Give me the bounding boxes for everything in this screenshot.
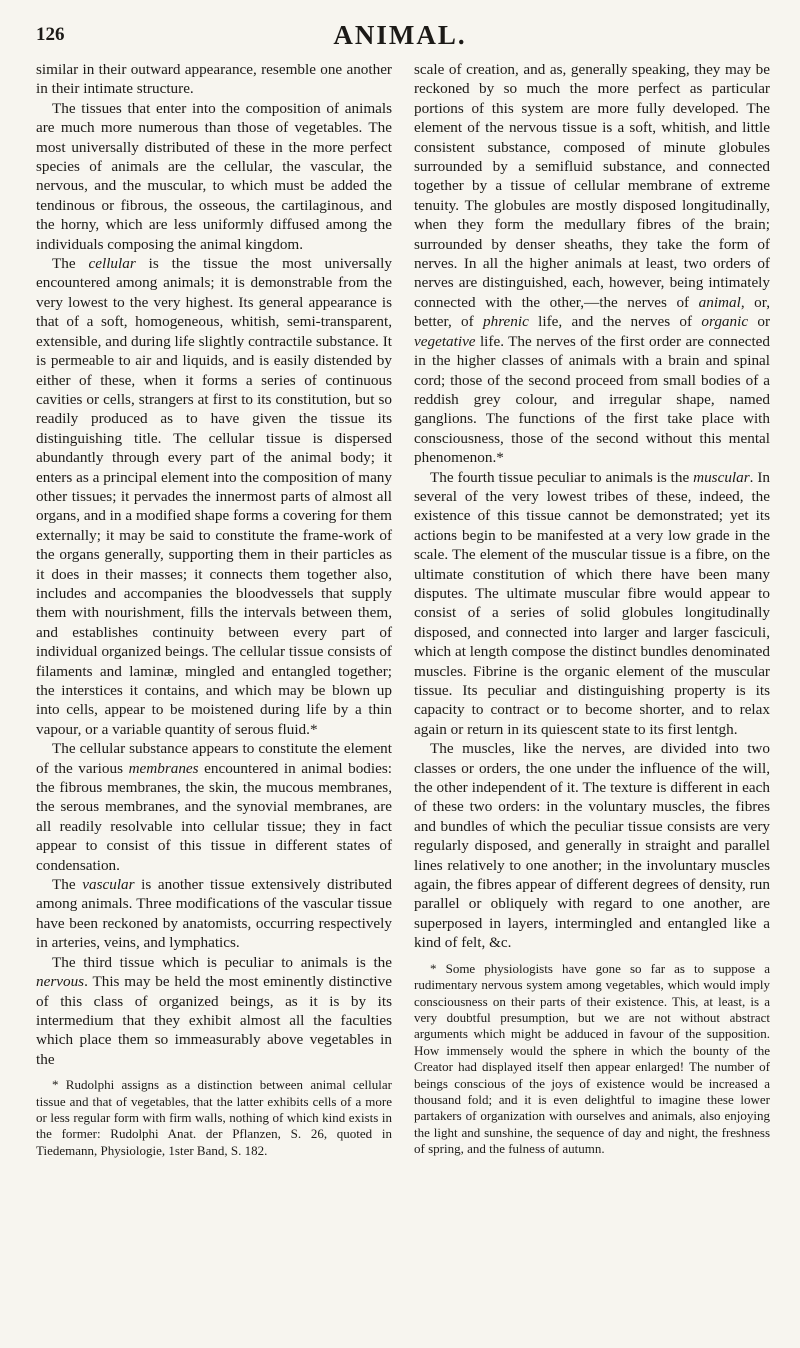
paragraph: similar in their outward appearance, resemble one another in their intimate structure. bbox=[36, 61, 392, 98]
emphasis: membranes bbox=[128, 759, 199, 777]
running-head: ANIMAL. bbox=[333, 20, 467, 50]
footnote-separator bbox=[414, 953, 770, 961]
left-column bbox=[36, 60, 392, 1159]
paragraph: The third tissue which is peculiar to animals is the nervous. This may be held the most eminently distinctive of this class of organized beings, as it is by its intermedium that they exhibit almost all the faculties which place them so immeasurably above vegetables in the bbox=[36, 953, 392, 1068]
paragraph: The vascular is another tissue extensively distributed among animals. Three modifications of the vascular tissue have been reckoned by anatomists, occurring respectively in arteries, veins, and lymphatics. bbox=[36, 876, 392, 952]
emphasis: cellular bbox=[88, 255, 136, 273]
emphasis: phrenic bbox=[483, 313, 529, 331]
paragraph: The muscles, like the nerves, are divided into two classes or orders, the one under the influence of the will, the other independent of it. The texture is different in each of these two orders: in the voluntary muscles, the fibres and bundles of which the peculiar tissue consists are very regularly disposed, and generally in straight and parallel lines relatively to one another; in the involuntary muscles again, the fibres appear of different degrees of density, run parallel or obliquely with regard to one another, are superposed in layers, intermingled and entangled like a kind of felt, &c. bbox=[414, 740, 770, 952]
emphasis: animal bbox=[698, 293, 741, 311]
emphasis: organic bbox=[701, 313, 749, 331]
footnote-separator bbox=[36, 1069, 392, 1077]
emphasis: vascular bbox=[82, 876, 135, 894]
emphasis: nervous bbox=[36, 973, 85, 991]
paragraph: scale of creation, and as, generally speaking, they may be reckoned by so much the more perfect as particular portions of this system are more fully developed. The element of the nervous tissue is a soft, whitish, and little consistent substance, composed of minute globules surrounded by a semifluid substance, and connected together by a tissue of cellular membrane of extreme tenuity. The globules are mostly disposed longitudinally, when they form the medullary fibres of the brain; surrounded by denser sheaths, they take the form of nerves. In all the higher animals at least, two orders of nerves are distinguished, each, however, being intimately connected with the other,—the nerves of animal, or, better, of phrenic life, and the nerves of organic or vegetative life. The nerves of the first order are connected in the higher classes of animals with a brain and spinal cord; those of the second proceed from small bodies of a reddish grey colour, and irregular shape, named ganglions. The functions of the first take place with consciousness, those of the second without this mental phenomenon.* bbox=[414, 61, 771, 467]
right-column bbox=[414, 60, 770, 1158]
footnote: * Rudolphi assigns as a distinction between animal cellular tissue and that of vegetables, that the latter exhibits cells of a more or less regular form with firm walls, nothing of which kind exists in the former: Rudolphi Anat. der Pflanzen, S. 26, quoted in Tiedemann, Physiologie, 1ster Band, S. 182. bbox=[36, 1077, 392, 1158]
paragraph: The cellular is the tissue the most universally encountered among animals; it is demonstrable from the very lowest to the very highest. Its general appearance is that of a soft, homogeneous, whitish, semi-transparent, extensible, and during life slightly contractile substance. It is permeable to air and liquids, and is easily distended by either of these, when it forms a series of continuous cavities or cells, strangers at first to its constitution, but so readily produced as to have given the tissue its distinguishing title. The cellular tissue is dispersed abundantly through every part of the animal body; it enters as a principal element into the composition of many other tissues; it pervades the innermost parts of almost all organs, and in a modified shape forms a covering for them externally; it may be said to constitute the frame-work of the organs generally, supporting them in their particles as it does in their masses; it connects them together also, includes and accompanies the bloodvessels that supply them with nourishment, fills the intervals between them, and establishes continuity between every part of individual organized beings. The cellular tissue consists of filaments and laminæ, mingled and entangled together; the interstices it contains, and which may be blown up into cells, appear to be moistened during life by a thin vapour, or a variable quantity of serous fluid.* bbox=[36, 255, 392, 738]
paragraph: The cellular substance appears to constitute the element of the various membranes encountered in animal bodies: the fibrous membranes, the skin, the mucous membranes, the serous membranes, and the synovial membranes, are all readily resolvable into cellular tissue; they in fact appear to consist of this tissue in different states of condensation. bbox=[36, 740, 392, 874]
paragraph: The fourth tissue peculiar to animals is the muscular. In several of the very lowest tribes of these, indeed, the existence of this tissue cannot be demonstrated; yet its actions begin to be manifested at a very low grade in the scale. The element of the muscular tissue is a fibre, on the ultimate constitution of which there have been many disputes. The ultimate muscular fibre would appear to consist of a series of solid globules longitudinally disposed, and connected into larger and larger fasciculi, which at length compose the distinct bundles denominated muscles. Fibrine is the organic element of the muscular tissue. Its peculiar and distinguishing property is its capacity to contract or to become shorter, and to relax again or return in its quiescent state to its first lentgh. bbox=[414, 468, 770, 738]
emphasis: muscular bbox=[693, 468, 750, 486]
page-header bbox=[36, 20, 764, 56]
paragraph: The tissues that enter into the composition of animals are much more numerous than those of vegetables. The most universally distributed of these in the more perfect species of animals are the cellular, the vascular, the nervous, and the muscular, to which must be added the tendinous or fibrous, the osseous, the cartilaginous, and the horny, which are less uniformly diffused among the individuals composing the animal kingdom. bbox=[36, 99, 392, 253]
page-number: 126 bbox=[36, 24, 65, 45]
footnote: * Some physiologists have gone so far as to suppose a rudimentary nervous system among vegetables, which would imply consciousness on their parts of their existence. This, at least, is a very doubtful presumption, but we are not without abstract arguments which might be adduced in favour of the supposition. How immensely would the sphere in which the bounty of the Creator had displayed itself then appear enlarged! The number of beings conscious of the joys of existence would be increased a thousand fold; and it is even delightful to imagine these lower partakers of organization with ourselves and animals, also enjoying the light and sunshine, the sequence of day and night, the freshness of spring, and the fulness of autumn. bbox=[414, 960, 770, 1157]
emphasis: vegetative bbox=[414, 332, 476, 350]
